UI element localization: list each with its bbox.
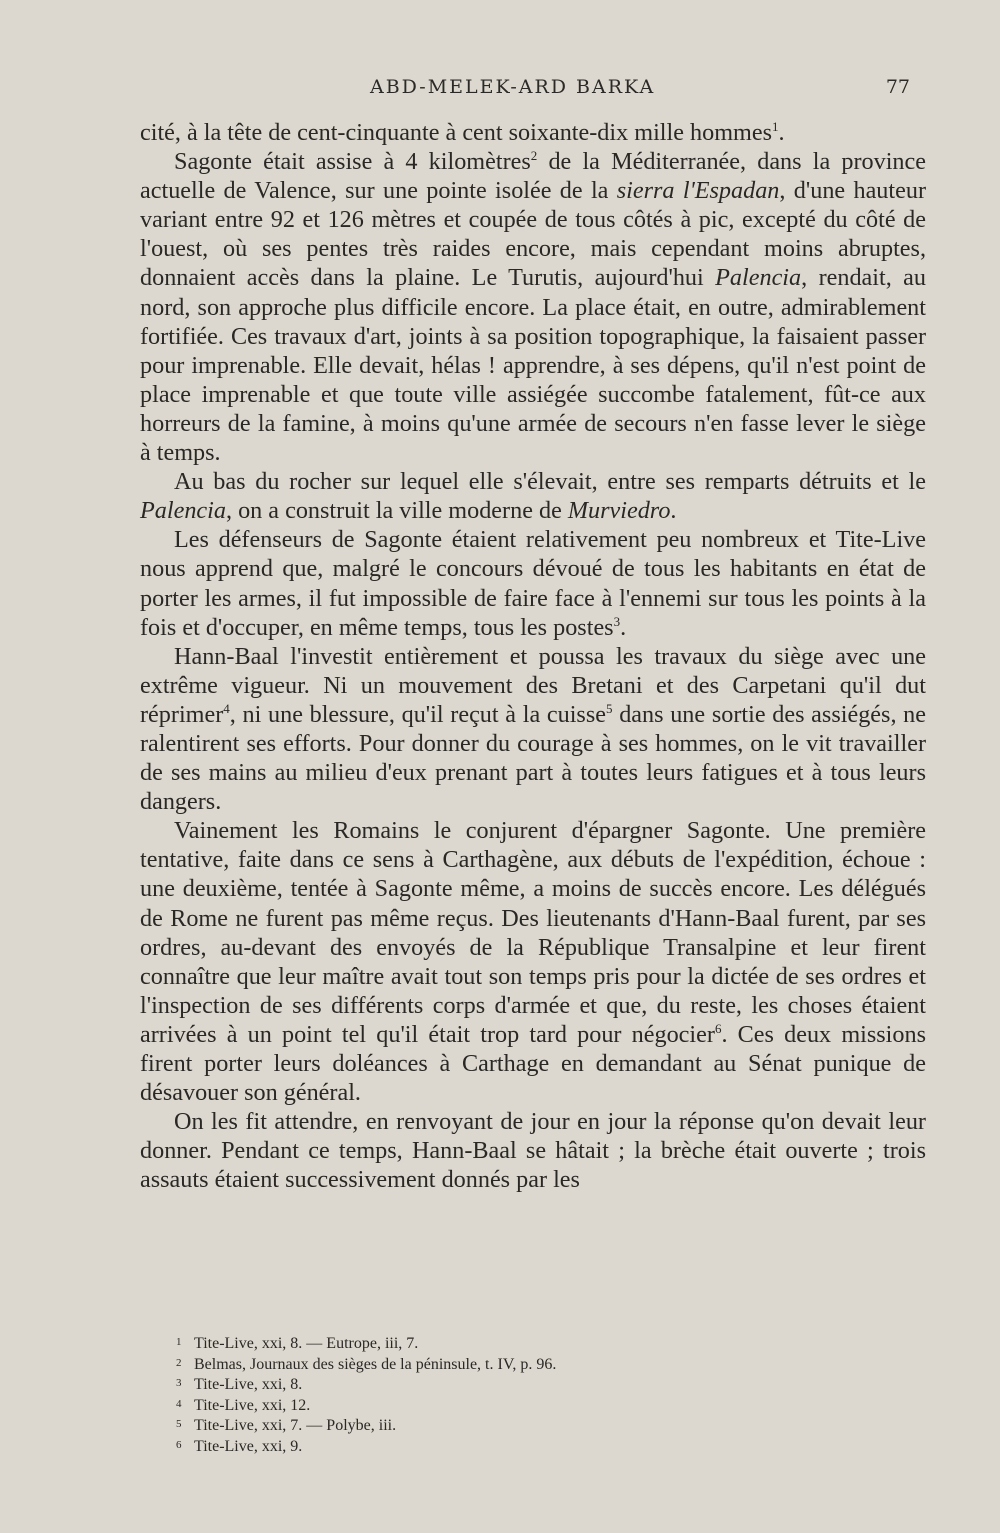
italic-text: Murviedro xyxy=(567,497,671,525)
page-number: 77 xyxy=(885,76,910,98)
paragraph-text: . xyxy=(620,613,627,641)
footnote-number: 1 xyxy=(176,1336,182,1348)
paragraph-text: Hann-Baal l'investit entièrement et poussa les travaux du siège avec une extrême vigueur. Ni un mouvement des Bretani et des Carpetani qu'il dut réprimer xyxy=(140,642,926,728)
footnote-number: 5 xyxy=(176,1418,182,1430)
footnote xyxy=(176,1415,876,1436)
paragraph-text: Sagonte était assise à 4 kilomètres xyxy=(174,148,531,176)
footnote-text: Tite-Live, xxi, 12. xyxy=(194,1396,311,1414)
paragraph-text: Au bas du rocher sur lequel elle s'élevait, entre ses remparts détruits et le xyxy=(174,468,926,496)
italic-text: Palencia xyxy=(715,264,802,292)
footnote-marker: 3 xyxy=(613,613,621,629)
footnote-number: 4 xyxy=(176,1397,182,1410)
footnote-marker: 1 xyxy=(771,118,779,134)
paragraph-text: Vainement les Romains le conjurent d'épargner Sagonte. Une première tentative, faite dans ce sens à Carthagène, aux débuts de l'expédition, échoue : une deuxième, tentée à Sagonte même, a moins de succès encore. Les délégués de Rome ne furent pas même reçus. Des lieutenants d'Hann-Baal furent, par ses ordres, au-devant des envoyés de la République Transalpine et leur firent connaître que leur maître avait tout son temps pris pour la dictée de ses ordres et l'inspection de ses différents corps d'armée et que, du reste, les choses étaient arrivées à un point tel qu'il était trop tard pour négocier xyxy=(140,817,926,1048)
footnote xyxy=(176,1374,876,1395)
footnote-text: Tite-Live, xxi, 7. — Polybe, iii. xyxy=(194,1417,397,1434)
paragraph-text: On les fit attendre, en renvoyant de jour en jour la réponse qu'on devait leur donner. Pendant ce temps, Hann-Baal se hâtait ; la brèche était ouverte ; trois assauts étaient successivement donnés par les xyxy=(140,1108,926,1194)
footnote-number: 6 xyxy=(176,1438,182,1451)
footnote-text: Tite-Live, xxi, 8. xyxy=(194,1376,303,1393)
footnote xyxy=(176,1436,876,1457)
footnote-marker: 2 xyxy=(530,148,538,164)
footnote-text: Tite-Live, xxi, 8. — Eutrope, iii, 7. xyxy=(194,1335,419,1352)
paragraph-text: , rendait, au nord, son approche plus difficile encore. La place était, en outre, admirablement fortifiée. Ces travaux d'art, joints à sa position topographique, la faisaient passer pour imprenable. Elle devait, hélas ! apprendre, à ses dépens, qu'il n'est point de place imprenable et que toute ville assiégée succombe fatalement, fût-ce aux horreurs de la famine, à moins qu'une armée de secours n'en fasse lever le siège à temps. xyxy=(140,264,926,467)
paragraph-text: . Ces deux missions firent porter leurs doléances à Carthage en demandant au Sénat punique de désavouer son général. xyxy=(140,1020,926,1107)
running-header xyxy=(140,76,910,106)
paragraph-text: , d'une hauteur variant entre 92 et 126 mètres et coupée de tous côtés à pic, excepté du côté de l'ouest, où ses pentes très raides encore, mais cependant moins abruptes, donnaient accès dans la plaine. Le Turutis, aujourd'hui xyxy=(140,177,927,292)
paragraph-text: cité, à la tête de cent-cinquante à cent soixante-dix mille hommes xyxy=(140,119,772,146)
footnote-number: 3 xyxy=(176,1377,182,1389)
paragraph-text: , ni une blessure, qu'il reçut à la cuisse xyxy=(229,700,606,728)
paragraph xyxy=(140,816,926,1107)
paragraph-text: , on a construit la ville moderne de xyxy=(225,497,568,525)
paragraph xyxy=(140,118,926,147)
footnote-text: Tite-Live, xxi, 9. xyxy=(194,1437,303,1455)
paragraph-text: dans une sortie des assiégés, ne ralentirent ses efforts. Pour donner du courage à ses hommes, on le vit travailler de ses mains au milieu d'eux prenant part à toutes leurs fatigues et à tous leurs dangers. xyxy=(140,700,927,816)
paragraph xyxy=(140,1107,926,1194)
paragraph xyxy=(140,147,926,467)
footnotes xyxy=(176,1333,876,1456)
footnote-text: Belmas, Journaux des sièges de la péninsule, t. IV, p. 96. xyxy=(194,1355,557,1373)
italic-text: sierra l'Espadan xyxy=(616,177,780,205)
body-text xyxy=(140,118,926,1194)
italic-text: Palencia xyxy=(140,497,226,525)
footnote xyxy=(176,1354,876,1375)
running-title: ABD-MELEK-ARD BARKA xyxy=(370,76,656,98)
paragraph-text: Les défenseurs de Sagonte étaient relativement peu nombreux et Tite-Live nous apprend que, malgré le concours dévoué de tous les habitants en état de porter les armes, il fut impossible de faire face à l'ennemi sur tous les points à la fois et d'occuper, en même temps, tous les postes xyxy=(140,526,926,641)
paragraph xyxy=(140,642,926,817)
paragraph xyxy=(140,525,926,641)
footnote xyxy=(176,1333,876,1354)
footnote-marker: 4 xyxy=(223,700,230,716)
footnote-marker: 6 xyxy=(714,1020,722,1036)
footnote-number: 2 xyxy=(176,1356,182,1369)
footnote-marker: 5 xyxy=(606,700,613,716)
paragraph-text: . xyxy=(670,497,677,525)
footnote xyxy=(176,1395,876,1416)
paragraph-text: de la Méditerranée, dans la province actuelle de Valence, sur une pointe isolée de la xyxy=(140,148,926,205)
paragraph xyxy=(140,467,926,525)
paragraph-text: . xyxy=(778,119,785,146)
